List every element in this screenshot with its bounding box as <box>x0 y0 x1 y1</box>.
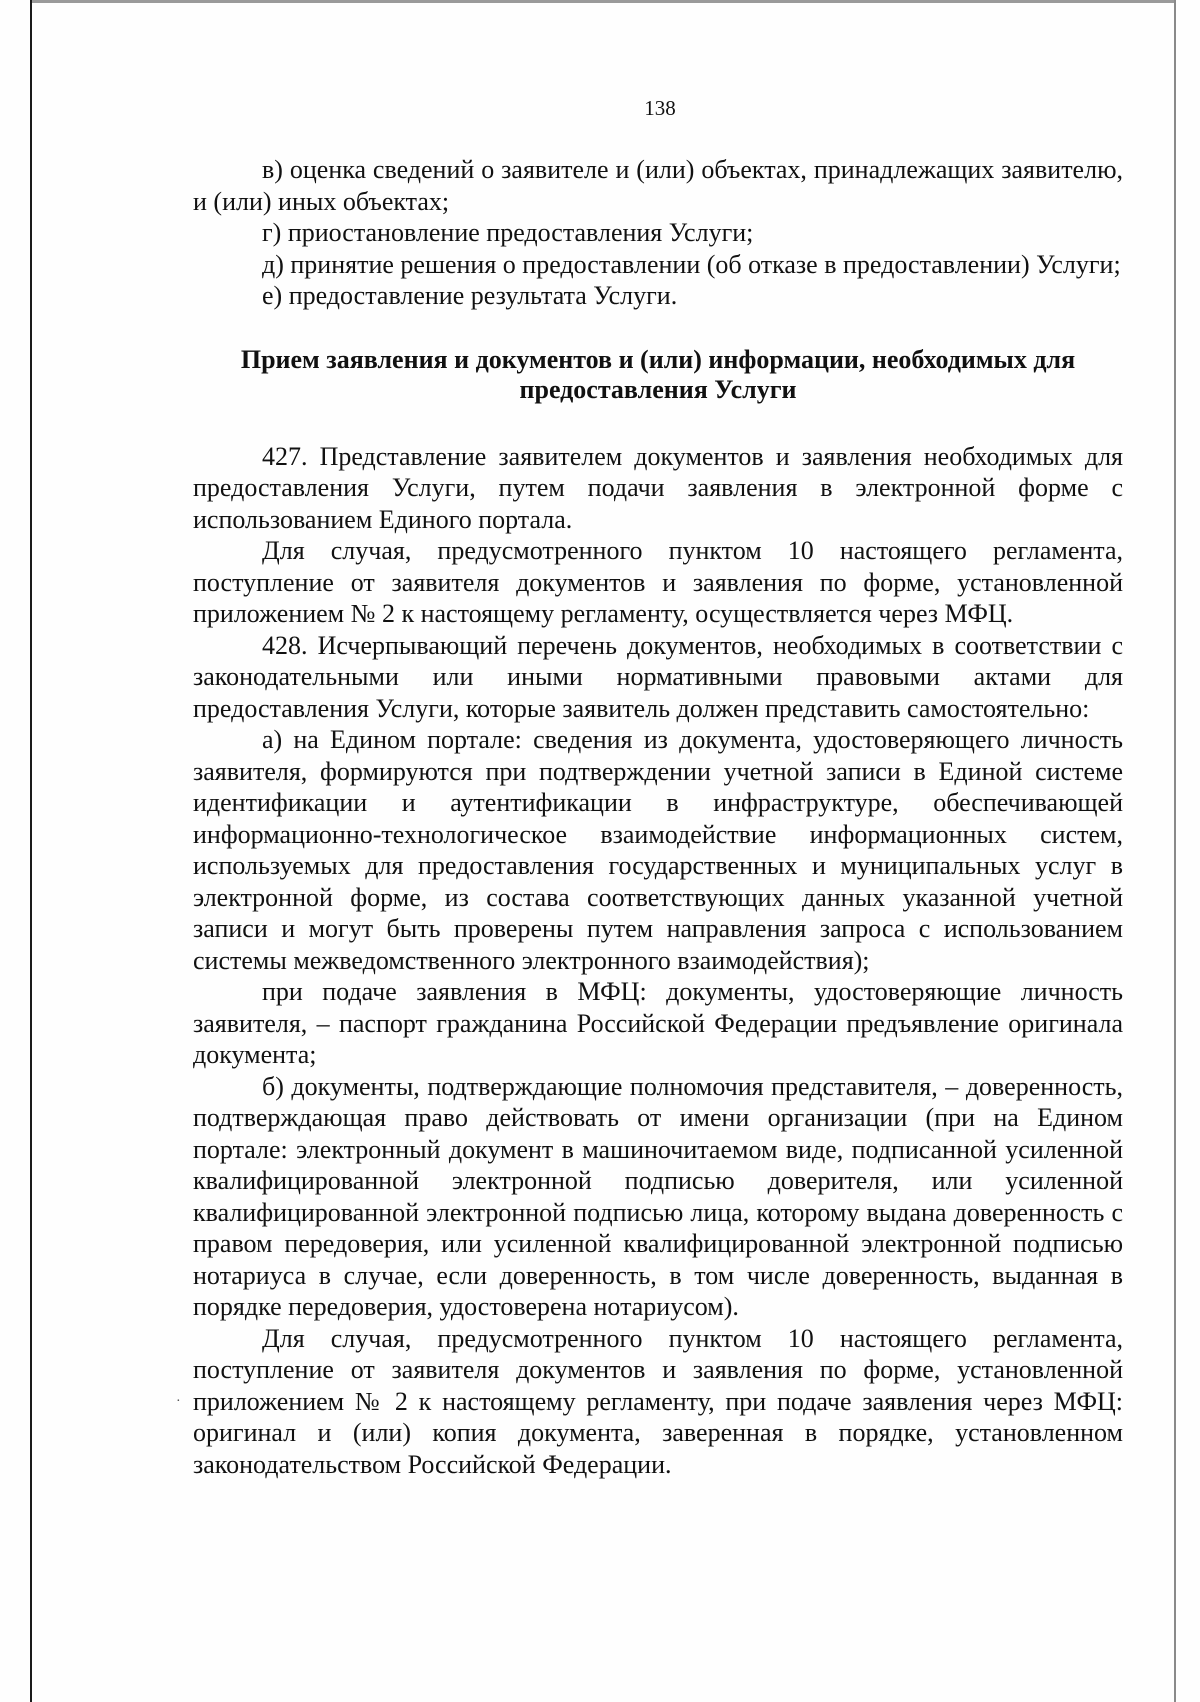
section-heading: Прием заявления и документов и (или) информации, необходимых для предоставления Услуги <box>240 344 1076 404</box>
list-item-g: г) приостановление предоставления Услуги; <box>262 218 754 247</box>
scan-edge-left <box>30 0 32 1702</box>
paragraph-item-b: б) документы, подтверждающие полномочия представителя, – доверенность, подтверждающая право действовать от имени организации (при на Едином портале: электронный документ в машиночитаемом виде, подписанной усиленной квалифицированной электронной подписью доверителя, или усиленной квалифицированной электронной подписью лица, которому выдана доверенность с правом передоверия, или усиленной квалифицированной электронной подписью нотариуса в случае, если доверенность, в том числе доверенность, выданная в порядке передоверия, удостоверена нотариусом). <box>193 1071 1123 1321</box>
paragraph-427: 427. Представление заявителем документов и заявления необходимых для предоставления Услуги, путем подачи заявления в электронной форме с использованием Единого портала. <box>193 441 1123 534</box>
paragraph-428: 428. Исчерпывающий перечень документов, необходимых в соответствии с законодательными или иными нормативными правовыми актами для предоставления Услуги, которые заявитель должен представить самостоятельно: <box>193 630 1123 723</box>
page-number: 138 <box>644 96 676 120</box>
list-item-d: д) принятие решения о предоставлении (об отказе в предоставлении) Услуги; <box>262 249 1121 279</box>
scan-dust-mark: · <box>176 1394 181 1409</box>
paragraph-case-10: Для случая, предусмотренного пунктом 10 настоящего регламента, поступление от заявителя документов и заявления по форме, установленной приложением № 2 к настоящему регламенту, осуществляется через МФЦ. <box>193 536 1123 628</box>
list-item-e: е) предоставление результата Услуги. <box>262 281 678 310</box>
paragraph-item-a: а) на Едином портале: сведения из документа, удостоверяющего личность заявителя, формируются при подтверждении учетной записи в Единой системе идентификации и аутентификации в инфраструктуре, обеспечивающей информационно-технологическое взаимодействие информационных систем, используемых для предоставления государственных и муниципальных услуг в электронной форме, из состава соответствующих данных указанной учетной записи и могут быть проверены путем направления запроса с использованием системы межведомственного электронного взаимодействия); <box>193 725 1123 975</box>
document-body <box>193 154 1123 1480</box>
scan-edge-right <box>1174 0 1176 1702</box>
paragraph-case-10-mfc: Для случая, предусмотренного пунктом 10 настоящего регламента, поступление от заявителя документов и заявления по форме, установленной приложением № 2 к настоящему регламенту, при подаче заявления через МФЦ: оригинал и (или) копия документа, заверенная в порядке, установленном законодательством Российской Федерации. <box>193 1323 1123 1479</box>
scan-edge-top <box>30 0 1176 3</box>
paragraph-mfc-submission: при подаче заявления в МФЦ: документы, удостоверяющие личность заявителя, – паспорт гражданина Российской Федерации предъявление оригинала документа; <box>193 977 1123 1069</box>
list-item-v: в) оценка сведений о заявителе и (или) объектах, принадлежащих заявителю, и (или) иных объектах; <box>193 155 1123 216</box>
